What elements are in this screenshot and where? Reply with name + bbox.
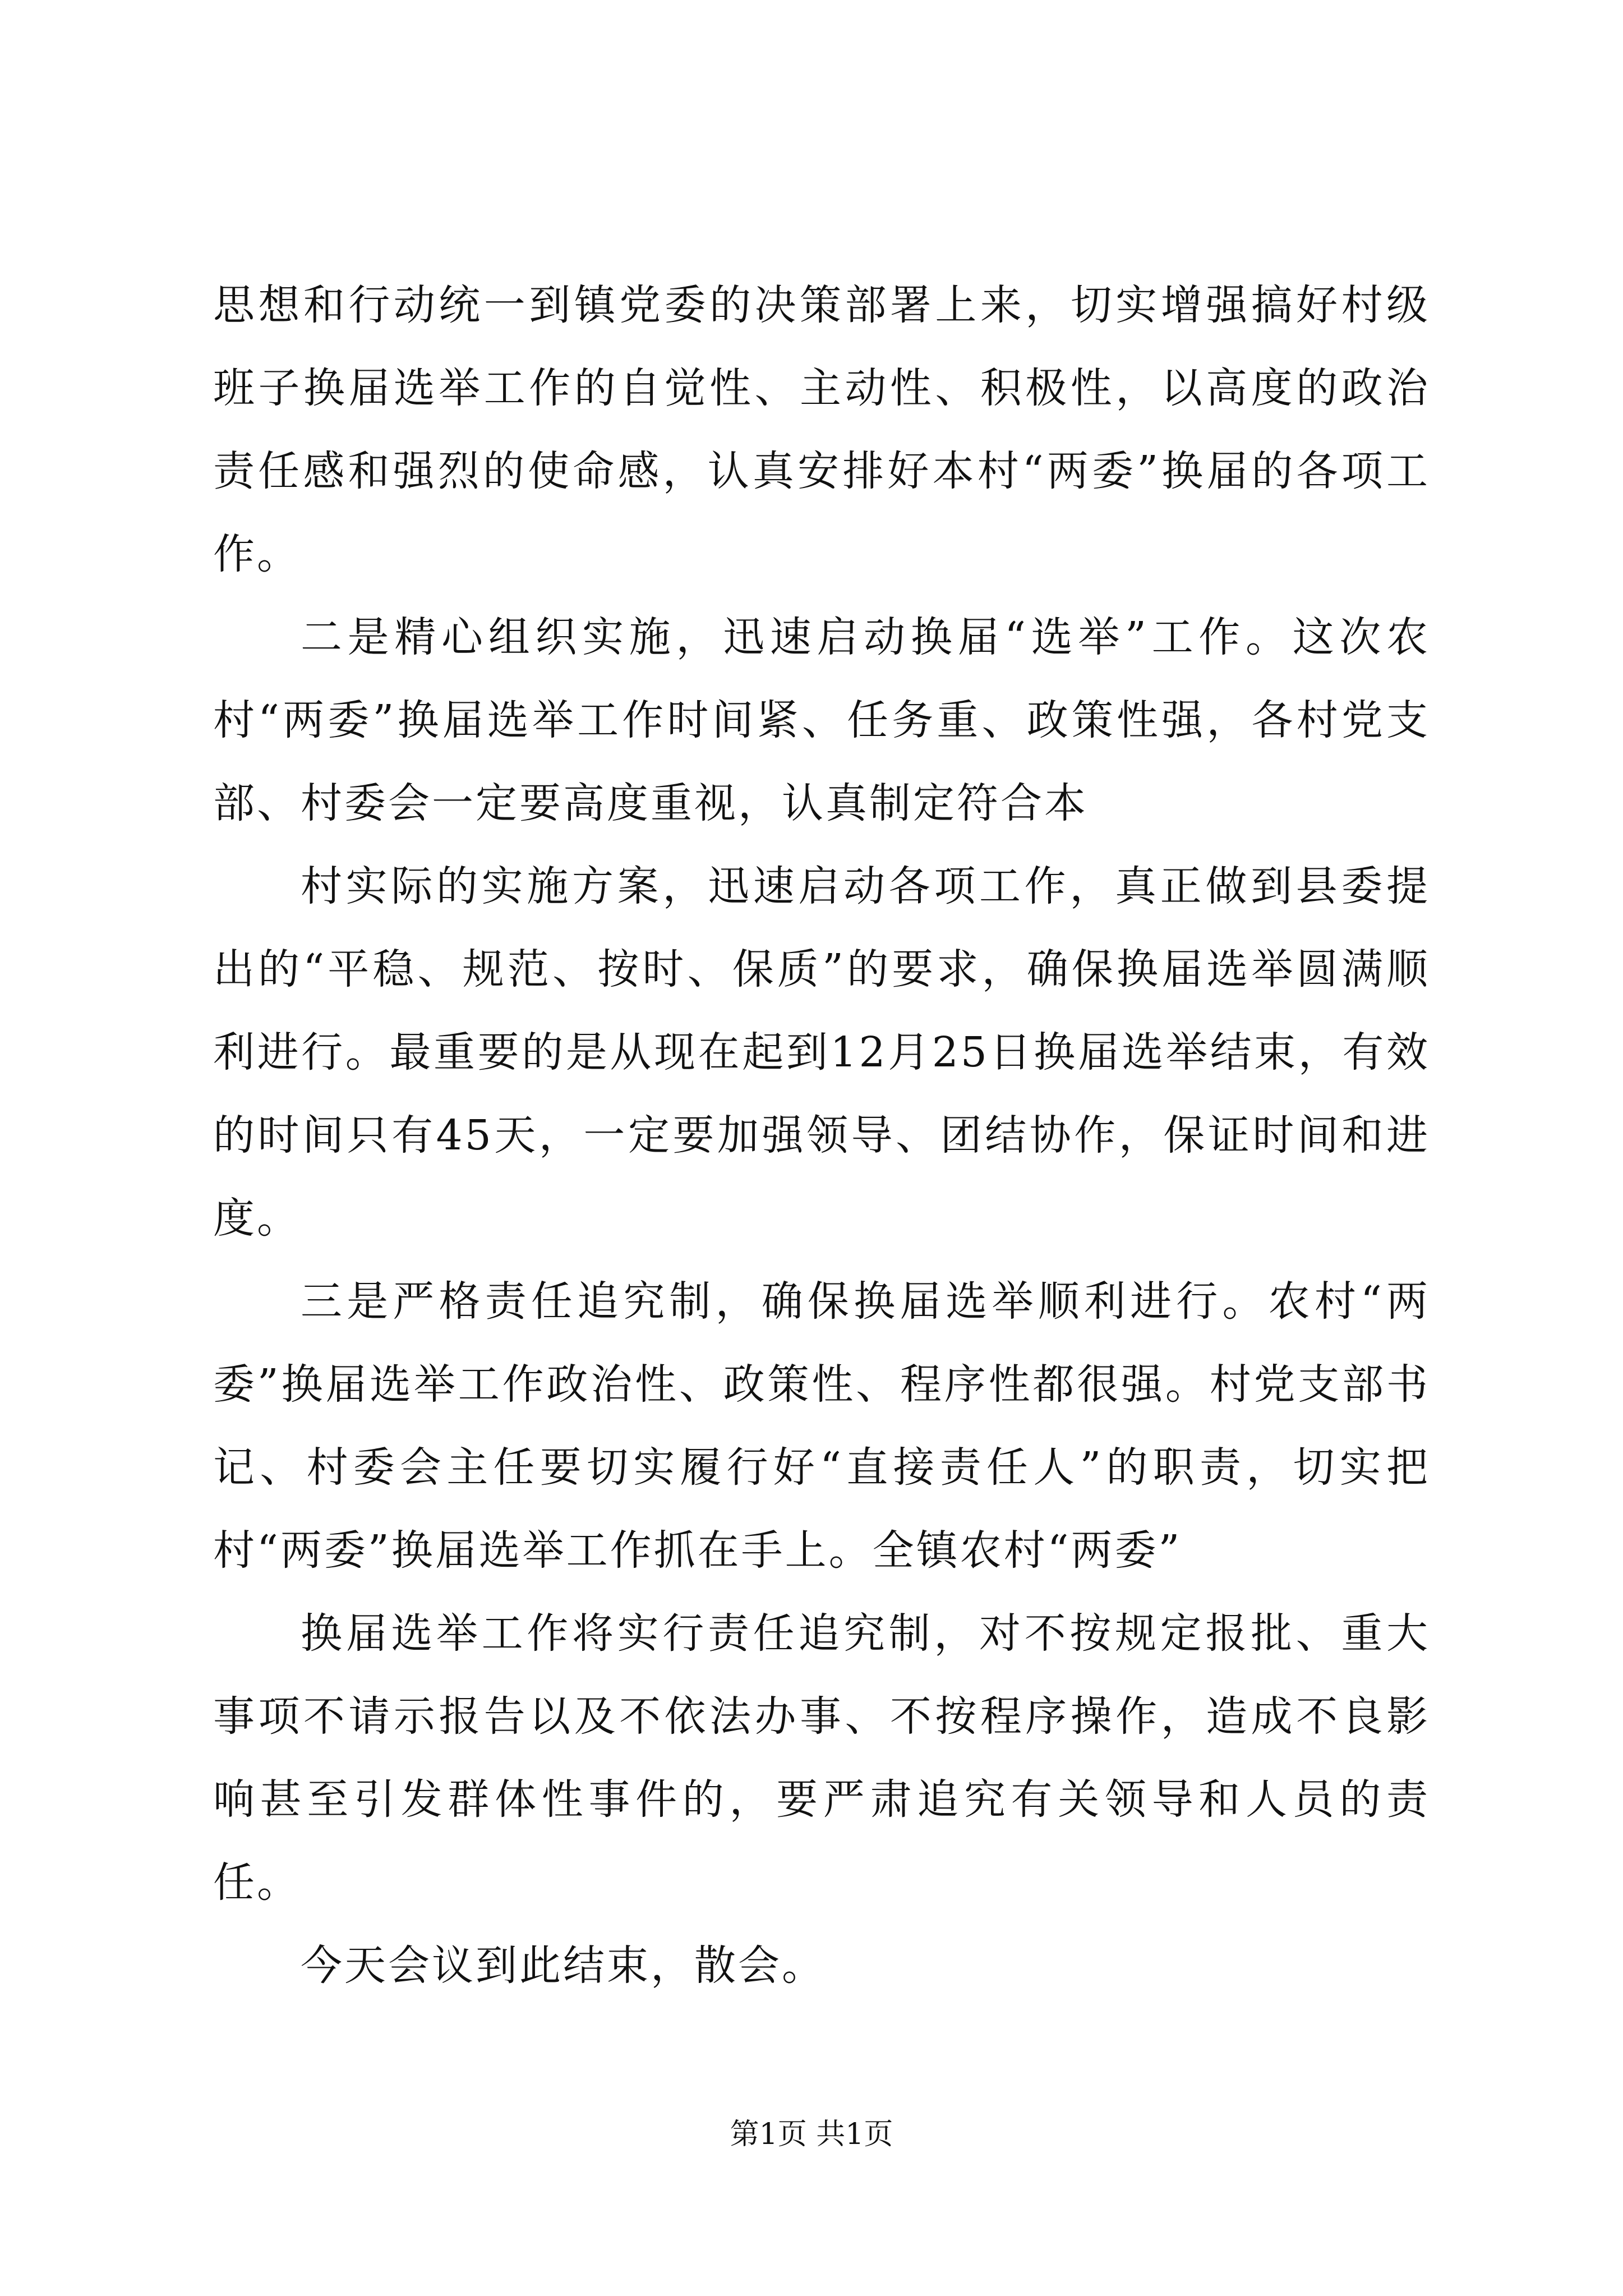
paragraph-closing: 今天会议到此结束，散会。	[301, 1941, 826, 1990]
paragraph-point-two: 二是精心组织实施，迅速启动换届“选举”工作。这次农村“两委”换届选举工作时间紧、任务重、政策性强，各村党支部、村委会一定要高度重视，认真制定符合本	[213, 613, 1430, 827]
paragraph-continuation: 思想和行动统一到镇党委的决策部署上来，切实增强搞好村级班子换届选举工作的自觉性、主动性、积极性，以高度的政治责任感和强烈的使命感，认真安排好本村“两委”换届的各项工作。	[213, 281, 1430, 578]
document-body	[213, 264, 1430, 2007]
paragraph-point-three: 三是严格责任追究制，确保换届选举顺利进行。农村“两委”换届选举工作政治性、政策性、程序性都很强。村党支部书记、村委会主任要切实履行好“直接责任人”的职责，切实把村“两委”换届选举工作抓在手上。全镇农村“两委”	[213, 1277, 1430, 1575]
paragraph-implementation: 村实际的实施方案，迅速启动各项工作，真正做到县委提出的“平稳、规范、按时、保质”的要求，确保换届选举圆满顺利进行。最重要的是从现在起到12月25日换届选举结束，有效的时间只有45天，一定要加强领导、团结协作，保证时间和进度。	[213, 862, 1430, 1243]
page-footer: 第1页 共1页	[730, 2118, 893, 2151]
paragraph-accountability: 换届选举工作将实行责任追究制，对不按规定报批、重大事项不请示报告以及不依法办事、不按程序操作，造成不良影响甚至引发群体性事件的，要严肃追究有关领导和人员的责任。	[213, 1609, 1430, 1907]
